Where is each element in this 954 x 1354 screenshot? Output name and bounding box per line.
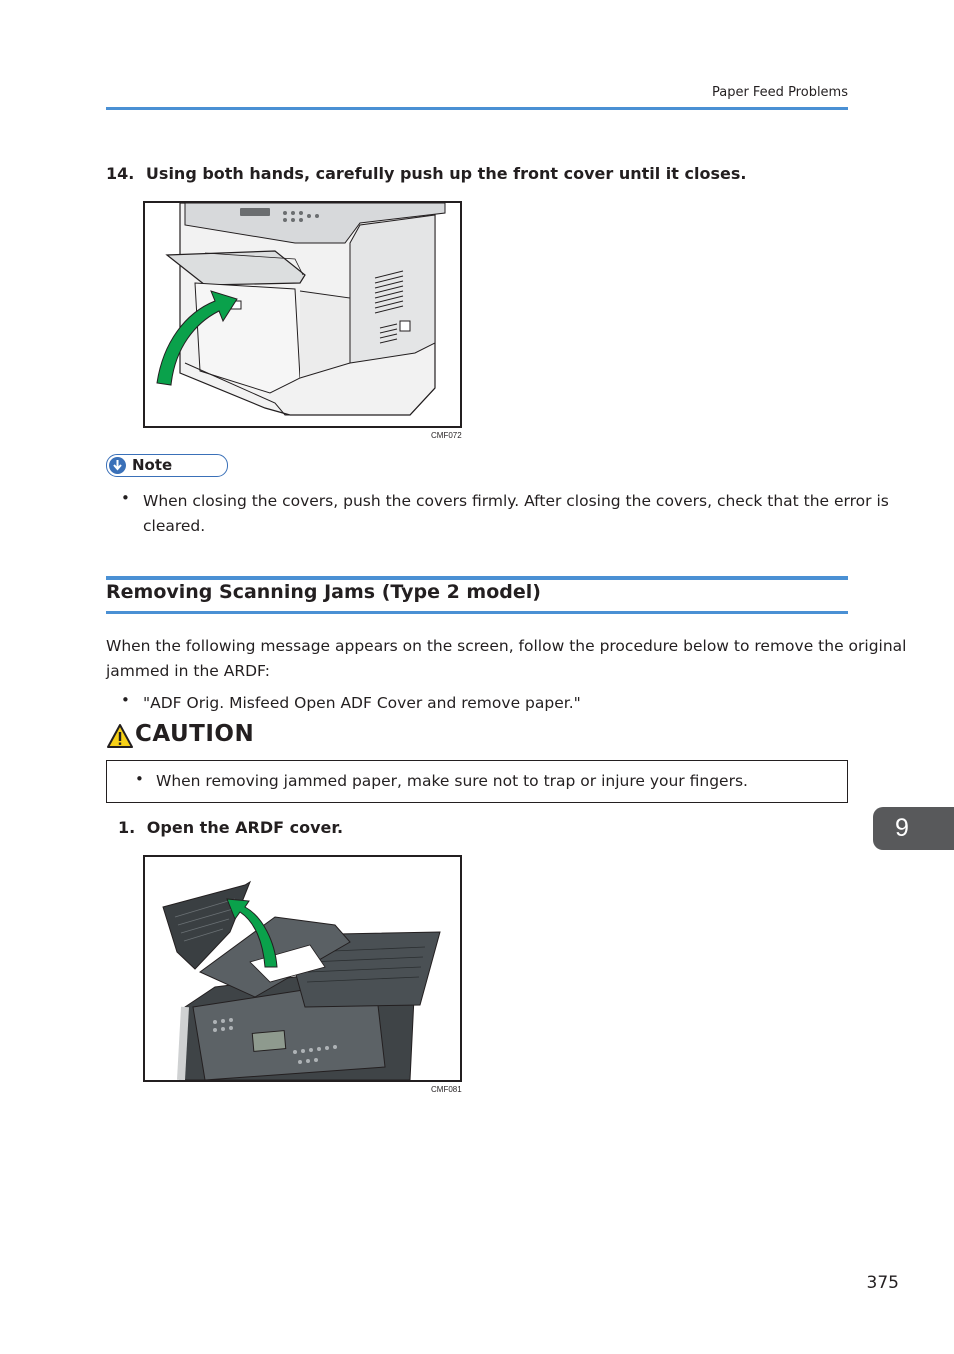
note-label: Note — [132, 456, 173, 474]
note-item-line-2: cleared. — [143, 517, 206, 535]
step-1 — [118, 818, 343, 837]
caution-box — [106, 760, 848, 803]
note-item-line-1: When closing the covers, push the covers firmly. After closing the covers, check that the error is — [143, 492, 889, 510]
section-intro-line-2: jammed in the ARDF: — [106, 662, 270, 680]
header-rule — [106, 107, 848, 110]
figure-code-cmf072: CMF072 — [431, 431, 462, 440]
step-14-text: Using both hands, carefully push up the front cover until it closes. — [145, 164, 747, 183]
section-title: Removing Scanning Jams (Type 2 model) — [106, 581, 541, 603]
chapter-number: 9 — [895, 814, 909, 842]
warning-triangle-icon — [106, 723, 134, 749]
message-bullet-dot: • — [121, 691, 130, 709]
ardf-open-illustration — [145, 857, 460, 1080]
caution-text: When removing jammed paper, make sure not to trap or injure your fingers. — [156, 772, 748, 790]
figure-front-cover — [143, 201, 462, 428]
figure-ardf-cover — [143, 855, 462, 1082]
page-number: 375 — [866, 1273, 899, 1293]
caution-bullet-dot: • — [135, 770, 144, 788]
section-intro-line-1: When the following message appears on the screen, follow the procedure below to remove the original — [106, 637, 907, 655]
note-arrow-icon — [109, 457, 126, 474]
chapter-tab — [873, 807, 954, 850]
section-rule-top — [106, 576, 848, 580]
running-header: Paper Feed Problems — [711, 85, 848, 100]
section-rule-bottom — [106, 611, 848, 614]
printer-front-cover-illustration — [145, 203, 460, 426]
step-14-number: 14. — [106, 164, 135, 183]
note-badge — [106, 454, 228, 477]
step-1-number: 1. — [118, 818, 136, 837]
note-bullet-dot: • — [121, 489, 130, 507]
step-1-text: Open the ARDF cover. — [146, 818, 344, 837]
caution-label: CAUTION — [135, 721, 255, 747]
figure-code-cmf081: CMF081 — [431, 1085, 462, 1094]
step-14 — [106, 164, 746, 183]
adf-message: "ADF Orig. Misfeed Open ADF Cover and remove paper." — [143, 694, 581, 712]
